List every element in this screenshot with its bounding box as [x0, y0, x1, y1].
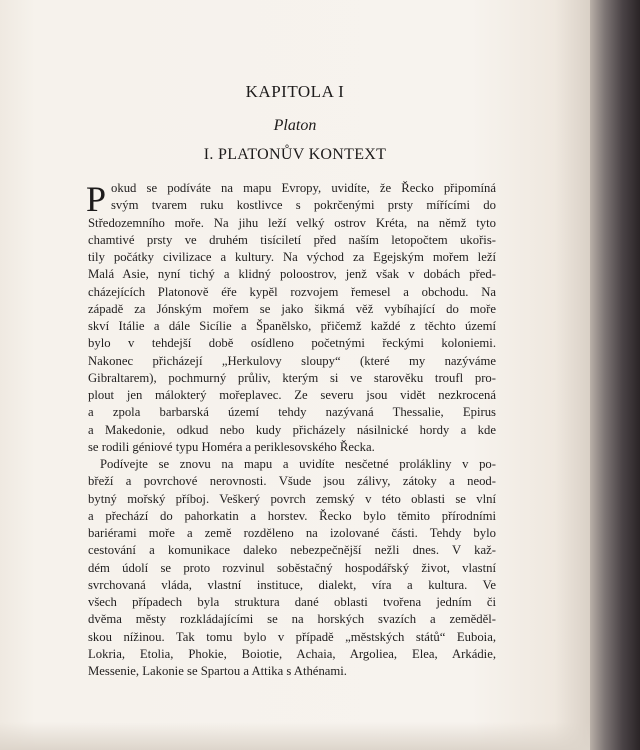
book-spine-shadow [590, 0, 640, 750]
text-line: se rodili géniové typu Homéra a periklesovského Řecka. [88, 439, 375, 454]
text-line: okud se podíváte na mapu Evropy, uvidíte, že Řecko připomíná [111, 181, 496, 195]
drop-cap: P [86, 179, 107, 219]
text-line: cházejících Platonově éře kypěl rozvojem řemesel a obchodu. Na [88, 284, 496, 299]
text-line: Podívejte se znovu na mapu a uvidíte nesčetné proláklinу v po- [100, 457, 496, 471]
text-line: a zpola barbarská území tehdy nazývaná Thessalie, Epirus [88, 405, 496, 420]
text-line: bytný mořský příboj. Veškerý povrch zemský v této oblasti se vlní [88, 491, 496, 506]
chapter-name: Platon [273, 117, 317, 134]
text-line: svrchovaná vláda, vlastní instituce, dialekt, víra a kultura. Ve [88, 577, 496, 592]
text-line: skou nížinou. Tak tomu bylo v případě „městských států“ Euboia, [88, 629, 496, 644]
text-line: Gibraltarem), pochmurný průliv, kterým si ve starověku troufl pro- [88, 370, 496, 385]
text-line: a Makedonie, odkud nebo kudy přicházely násilnické hordy a kde [88, 422, 496, 437]
text-line: všech případech byla struktura dané oblasti tvořena jedním či [88, 595, 496, 609]
text-line: skví Itálie a dále Sicílie a Španělsko, přičemž každé z těchto území [88, 319, 496, 333]
paragraph [88, 180, 496, 456]
text-line: břeží a povrchové nerovnosti. Všude jsou zálivy, zátoky a neod- [88, 474, 496, 489]
text-line: bylo v tehdejší době osídleno početnými řeckými koloniemi. [88, 336, 496, 351]
text-line: a přechází do pahorkatin a horstev. Řecko bylo těmito přírodními [88, 508, 496, 523]
text-line: dém údolí se proto rozvinul soběstačný hospodářský život, vlastní [88, 560, 496, 575]
text-line: Nakonec přicházejí „Herkulovy sloupy“ (které my nazýváme [88, 353, 496, 368]
text-line: dvěma městy rozkládajícími se na horských svazích a zeměděl- [88, 612, 496, 627]
text-line: tily počátky civilizace a kultury. Na východ za Egejským mořem leží [88, 250, 496, 264]
text-line: plout jen málokterý mořeplavec. Ze severu jsou vidět nezkrocená [88, 388, 496, 402]
text-line: svým tvarem ruku kostlivce s pokrčenými prsty mířícími do [111, 198, 496, 213]
text-line: Malá Asie, nyní tichý a klidný poloostrov, jenž však v dobách před- [88, 267, 496, 282]
text-line: Messenie, Lakonie se Spartou a Attika s Athénami. [88, 664, 347, 678]
chapter-label: KAPITOLA I [245, 82, 345, 101]
text-line: Středozemního moře. Na jihu leží velký ostrov Kréta, na němž tyto [88, 215, 496, 230]
paragraph [88, 456, 496, 680]
text-line: cestování a komunikace daleko nebezpečnější nežli dnes. V kaž- [88, 543, 496, 558]
text-line: Lokria, Etolia, Phokie, Boiotie, Achaia, Argoliea, Elea, Arkádie, [88, 646, 496, 661]
text-line: západě za Jónským mořem se jako šikmá věž vybíhající do moře [88, 301, 496, 316]
text-line: chamtivé prsty ve druhém tisíciletí před naším letopočtem ukořis- [88, 232, 496, 247]
page-bottom-shadow [0, 722, 590, 750]
body-text [88, 180, 496, 680]
text-line: bariérami moře a země rozděleno na izolované části. Tehdy bylo [88, 526, 496, 540]
section-title: I. PLATONŮV KONTEXT [203, 146, 387, 163]
